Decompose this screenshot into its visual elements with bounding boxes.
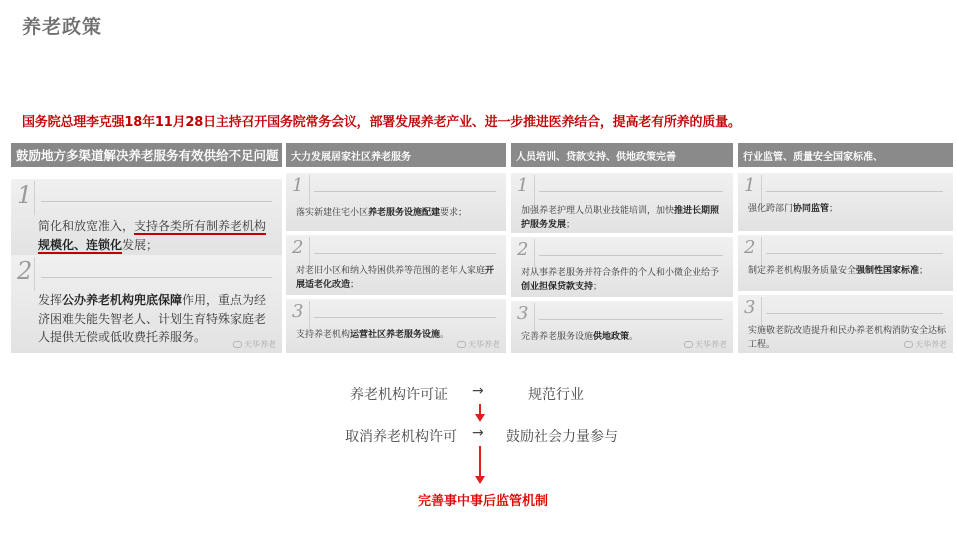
item-text: 制定养老机构服务质量安全强制性国家标准； [748,266,929,276]
policy-item [511,237,733,297]
column-header: 大力发展居家社区养老服务 [286,143,506,167]
policy-item [286,173,506,231]
policy-item [11,255,282,353]
item-text: 支持养老机构运营社区养老服务设施。 [296,330,450,340]
item-number: 1 [290,175,310,205]
divider [314,317,496,318]
policy-item [286,299,506,353]
divider [314,253,496,254]
watermark: 天华养老 [233,339,276,350]
divider [766,191,943,192]
policy-item [511,173,733,233]
item-text: 发挥公办养老机构兜底保障作用，重点为经济困难失能失智老人、计划生育特殊家庭老人提供无偿或低收费托养服务。 [38,293,267,345]
item-number: 2 [15,257,35,291]
flow-regulate: 规范行业 [528,387,584,403]
column-header: 行业监管、质量安全国家标准、 [738,143,953,167]
policy-item [738,295,953,353]
item-number: 2 [290,237,310,267]
watermark: 天华养老 [457,339,500,350]
item-text: 实施敬老院改造提升和民办养老机构消防安全达标工程。 [748,326,947,350]
watermark-icon [457,341,466,348]
arrow-head-icon [475,476,485,484]
policy-item [738,173,953,231]
policy-item [11,179,282,259]
column-header: 人员培训、贷款支持、供地政策完善 [511,143,733,167]
policy-item [738,235,953,291]
flow-cancel-license: 取消养老机构许可 [345,429,457,445]
flow-license: 养老机构许可证 [350,387,448,403]
divider [539,191,723,192]
divider [766,313,943,314]
item-number: 1 [15,181,35,215]
watermark-icon [684,341,693,348]
column-header: 鼓励地方多渠道解决养老服务有效供给不足问题 [11,143,282,167]
item-number: 3 [290,301,310,331]
divider [539,319,723,320]
item-text: 简化和放宽准入，支持各类所有制养老机构 规模化、连锁化发展； [38,219,267,252]
item-text: 强化跨部门协同监管； [748,204,839,214]
arrow-down-icon [479,446,481,478]
policy-column-community [286,143,506,353]
flow-social-participation: 鼓励社会力量参与 [506,429,618,445]
item-text: 完善养老服务设施供地政策。 [521,332,639,342]
divider [766,253,943,254]
item-text: 加强养老护理人员职业技能培训，加快推进长期照护服务发展； [521,206,720,230]
divider [314,191,496,192]
item-text: 对老旧小区和纳入特困供养等范围的老年人家庭开展适老化改造； [296,266,495,290]
arrow-head-icon [475,414,485,422]
policy-column-training [511,143,733,353]
watermark: 天华养老 [904,339,947,350]
item-number: 1 [742,175,762,205]
policy-item [286,235,506,295]
policy-item [511,301,733,353]
item-text: 落实新建住宅小区养老服务设施配建要求； [296,208,468,218]
item-number: 3 [742,297,762,327]
flow-result: 完善事中事后监管机制 [418,494,549,509]
item-text: 对从事养老服务并符合条件的个人和小微企业给予创业担保贷款支持； [521,268,720,292]
watermark: 天华养老 [684,339,727,350]
policy-column-supply [11,143,282,353]
item-number: 3 [515,303,535,333]
divider [41,201,272,202]
divider [41,277,272,278]
item-number: 2 [742,237,762,267]
item-number: 2 [515,239,535,269]
headline: 国务院总理李克强18年11月28日主持召开国务院常务会议，部署发展养老产业、进一步推进医养结合，提高老有所养的质量。 [22,115,741,130]
policy-column-regulation [738,143,953,353]
item-number: 1 [515,175,535,205]
divider [539,255,723,256]
watermark-icon [904,341,913,348]
watermark-icon [233,341,242,348]
arrow-right-icon: → [472,425,484,441]
page-title: 养老政策 [22,16,103,38]
arrow-right-icon: → [472,383,484,399]
